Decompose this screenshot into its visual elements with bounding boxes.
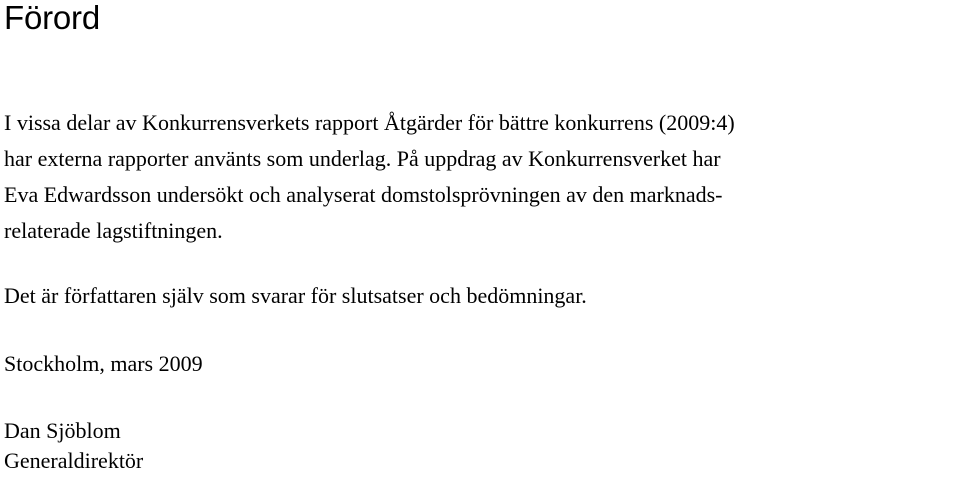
responsibility-paragraph xyxy=(4,278,960,314)
signature-role: Generaldirektör xyxy=(4,448,144,473)
place-date-line: Stockholm, mars 2009 xyxy=(4,351,203,376)
intro-paragraph xyxy=(4,105,960,249)
signature-block xyxy=(4,416,960,476)
responsibility-line: Det är författaren själv som svarar för slutsatser och bedömningar. xyxy=(4,283,587,308)
place-date xyxy=(4,346,960,382)
page-title: Förord xyxy=(4,0,100,36)
intro-line: relaterade lagstiftningen. xyxy=(4,218,223,243)
intro-line: har externa rapporter använts som underlag. På uppdrag av Konkurrensverket har xyxy=(4,146,721,171)
intro-line: Eva Edwardsson undersökt och analyserat domstolsprövningen av den marknads- xyxy=(4,182,723,207)
signature-name: Dan Sjöblom xyxy=(4,418,121,443)
intro-line: I vissa delar av Konkurrensverkets rapport Åtgärder för bättre konkurrens (2009:4) xyxy=(4,110,735,135)
